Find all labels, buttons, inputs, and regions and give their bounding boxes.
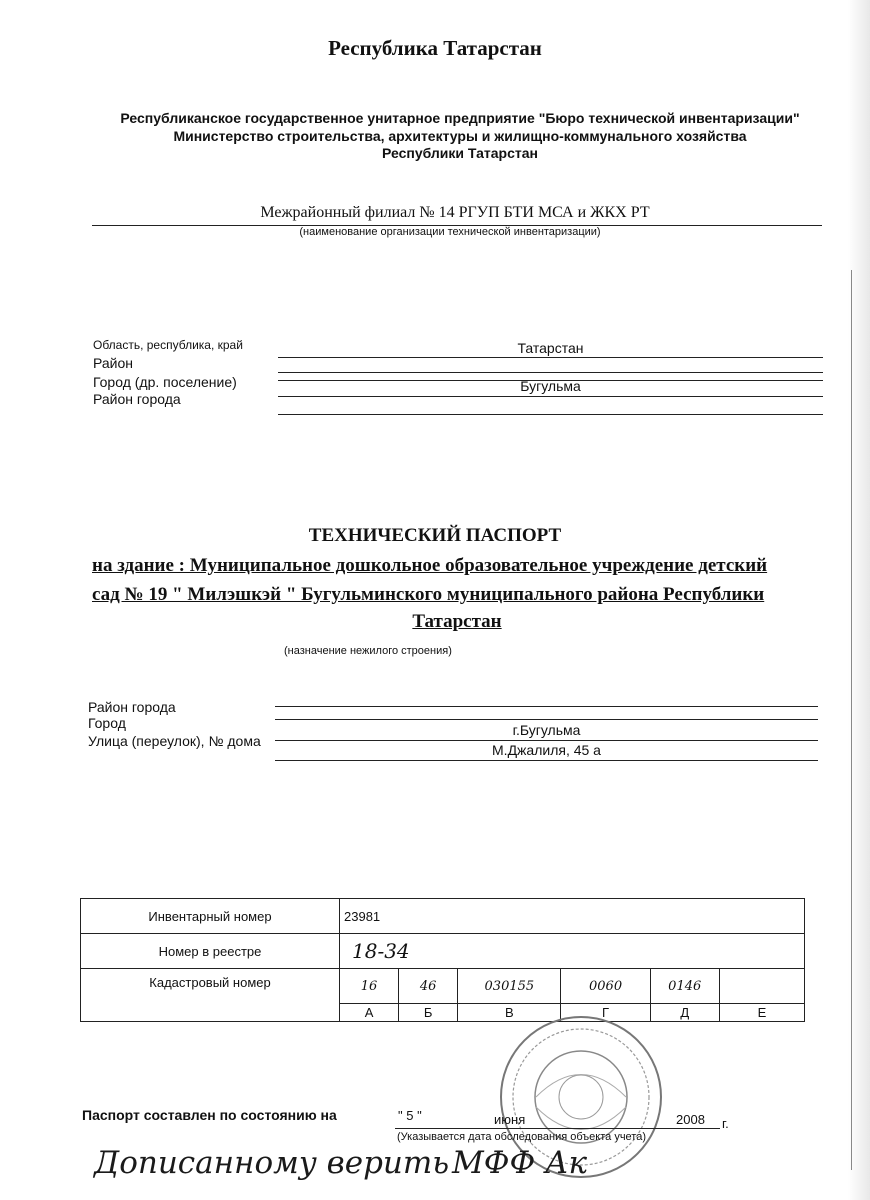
address-street-value: М.Джалиля, 45 а [492,742,601,758]
footer-year: 2008 [676,1112,705,1127]
cadastral-letter: Г [561,1004,650,1022]
handwritten-signature: МФФ Ак [452,1145,588,1181]
district-label: Район [93,355,133,371]
cadastral-row [81,969,805,1004]
region-line [278,357,823,358]
city-label: Город (др. поселение) [93,374,237,390]
passport-subject-line2: сад № 19 " Милэшкэй " Бугульминского муниципального района Республики [92,584,765,605]
district-line [278,372,823,373]
cadastral-letter: Е [719,1004,804,1022]
city-district-label: Район города [93,391,181,407]
cadastral-part-b: 46 [399,969,458,1004]
inventory-value: 23981 [340,899,805,934]
cadastral-part-d: 0060 [561,969,650,1004]
cadastral-label: Кадастровый номер [81,969,340,1022]
branch-name: Межрайонный филиал № 14 РГУП БТИ МСА и ЖКХ РТ [260,204,650,221]
address-city-line [275,740,818,741]
passport-subject-line3: Татарстан [412,611,502,632]
branch-caption: (наименование организации технической инвентаризации) [299,226,601,238]
footer-day: " 5 " [398,1108,422,1123]
address-street-line [275,760,818,761]
city-district-line [278,414,823,415]
handwritten-note: Дописанному верить [94,1145,450,1181]
header-enterprise-line1: Республиканское государственное унитарное предприятие "Бюро технической инвентаризации" [120,110,800,126]
cadastral-letter: В [458,1004,561,1022]
cadastral-letter: Б [399,1004,458,1022]
passport-subject-line1: на здание : Муниципальное дошкольное образовательное учреждение детский [92,555,768,576]
region-value: Татарстан [517,340,584,356]
footer-month: июня [494,1112,526,1127]
address-city-value: г.Бугульма [512,722,581,738]
passport-title: ТЕХНИЧЕСКИЙ ПАСПОРТ [308,525,562,546]
registry-row [81,934,805,969]
cadastral-part-a: 16 [340,969,399,1004]
footer-caption: (Указывается дата обследования объекта учета) [397,1131,646,1143]
cadastral-letter: Д [650,1004,719,1022]
footer-year-suffix: г. [722,1116,729,1131]
cadastral-part-e: 0146 [650,969,719,1004]
inventory-label: Инвентарный номер [81,899,340,934]
cadastral-letter: А [340,1004,399,1022]
address-street-label: Улица (переулок), № дома [88,733,261,749]
footer-state-label: Паспорт составлен по состоянию на [82,1107,337,1123]
header-enterprise-line2: Министерство строительства, архитектуры и жилищно-коммунального хозяйства [173,128,747,144]
address-district-label: Район города [88,699,176,715]
address-district-line-top [275,706,818,707]
city-line [278,396,823,397]
city-value: Бугульма [520,378,581,394]
address-city-label: Город [88,715,126,731]
region-label: Область, республика, край [93,338,243,352]
registry-value: 18-34 [340,934,805,969]
header-enterprise-line3: Республики Татарстан [382,145,538,161]
footer-date-line [395,1128,720,1129]
cadastral-part-c: 030155 [458,969,561,1004]
cadastral-part-f [719,969,804,1004]
address-district-line [275,719,818,720]
header-republic: Республика Татарстан [328,36,542,60]
registry-label: Номер в реестре [81,934,340,969]
passport-caption: (назначение нежилого строения) [284,645,452,657]
registry-table [80,898,805,1022]
scan-margin-line [851,270,852,1170]
inventory-row [81,899,805,934]
